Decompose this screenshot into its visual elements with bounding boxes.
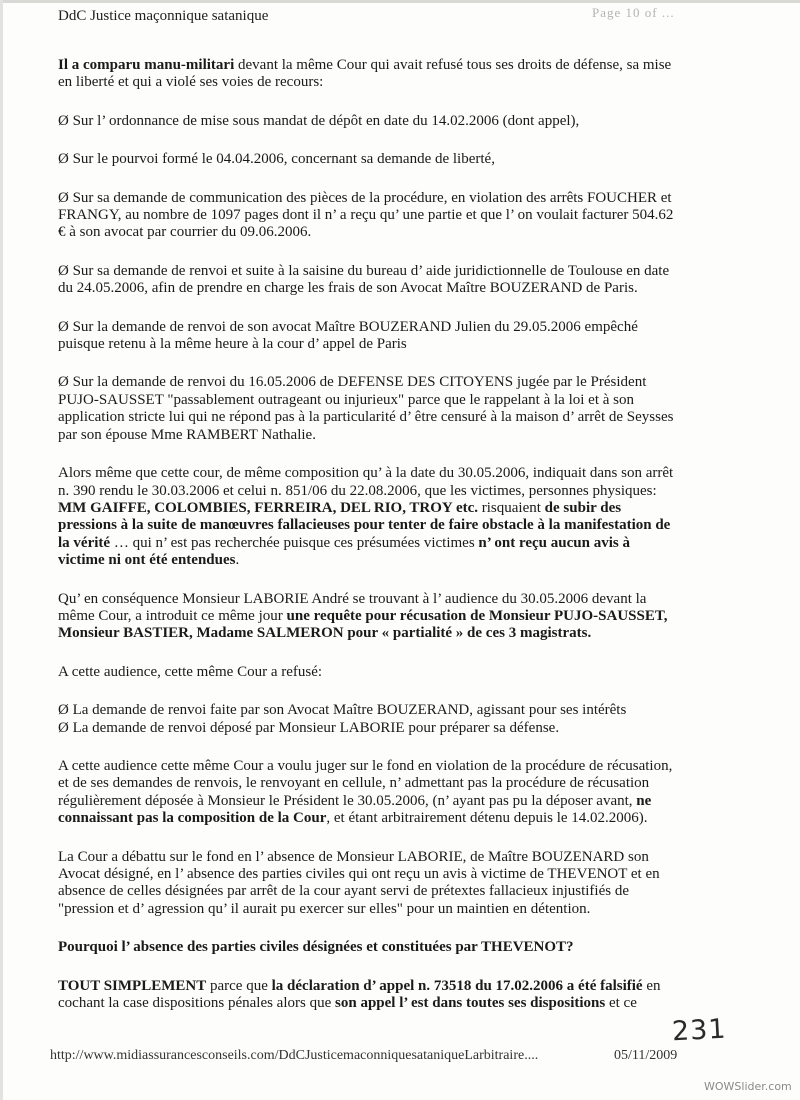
document-body [58,57,678,1012]
bold-text-run: MM GAIFFE, COLOMBIES, FERREIRA, DEL RIO, TROY etc. [58,499,479,516]
bold-text-run: la déclaration d’ appel n. 73518 du 17.02.2006 a été falsifié [271,977,643,994]
handwritten-page-number: 231 [671,1013,728,1048]
text-run: Ø La demande de renvoi déposé par Monsieur LABORIE pour préparer sa défense. [58,719,560,736]
bold-text-run: son appel l’ est dans toutes ses dispositions [335,995,606,1012]
text-run: La Cour a débattu sur le fond en l’ absence de Monsieur LABORIE, de Maître BOUZENARD son Avocat désigné, en l’ absence des parties civiles qui ont reçu un avis à victime de THEVENOT et en absence de celles désignées par arrêt de la cour ayant servi de prétextes fallacieux injustifiés de "pression et d’ agression qu’ il aurait pu exercer sur elles" pour un maintien en détention. [58,848,660,917]
scan-edge-left [0,0,3,1100]
text-run: Ø Sur sa demande de communication des pièces de la procédure, en violation des arrêts FOUCHER et FRANGY, au nombre de 1097 pages dont il n’ a reçu qu’ une partie et que l’ on voulait facturer 504.62 € à son avocat par courrier du 09.06.2006. [58,189,674,241]
paragraph [58,664,678,681]
paragraph [58,591,678,643]
paragraph [58,702,678,719]
paragraph [58,978,678,1013]
footer-url: http://www.midiassurancesconseils.com/DdCJusticemaconniquesataniqueLarbitraire.... [50,1048,539,1063]
bold-text-run: Pourquoi l’ absence des parties civiles désignées et constituées par THEVENOT? [58,939,574,956]
paragraph [58,113,678,130]
text-run: parce que [206,977,272,994]
text-run: et ce [605,995,637,1012]
text-run: Ø Sur la demande de renvoi de son avocat Maître BOUZERAND Julien du 29.05.2006 empêché puisque retenu à la même heure à la cour d’ appel de Paris [58,318,638,353]
paragraph [58,758,678,828]
paragraph [58,57,678,92]
paragraph [58,720,678,737]
paragraph [58,374,678,444]
text-run: devant la même Cour qui avait refusé tous ses droits de défense, sa mise en liberté et qui a violé ses voies de recours: [58,57,672,91]
text-run: , et étant arbitrairement détenu depuis le 14.02.2006). [326,810,648,827]
header-page-ref: Page 10 of ... [592,5,675,20]
bold-text-run: une requête pour récusation de Monsieur PUJO-SAUSSET, Monsieur BASTIER, Madame SALMERON pour « partialité » de ces 3 magistrats. [58,607,668,642]
header-title: DdC Justice maçonnique satanique [58,8,269,24]
text-run: Ø La demande de renvoi faite par son Avocat Maître BOUZERAND, agissant pour ses intérêts [58,702,627,719]
text-run: Ø Sur l’ ordonnance de mise sous mandat de dépôt en date du 14.02.2006 (dont appel), [58,112,580,129]
bold-text-run: TOUT SIMPLEMENT [58,977,207,994]
watermark-text: WOWSlider.com [704,1080,792,1093]
paragraph [58,849,678,919]
paragraph [58,151,678,168]
text-run: Alors même que cette cour, de même composition qu’ à la date du 30.05.2006, indiquait dans son arrêt n. 390 rendu le 30.03.2006 et celui n. 851/06 du 22.08.2006, que les victimes, personnes physiques: [58,465,674,499]
text-run: en cochant la case dispositions pénales alors que [58,977,661,1012]
text-run: . [235,552,240,569]
bold-text-run: Il a comparu manu-militari [58,57,235,73]
text-run: risquaient [478,499,545,516]
text-run: Ø Sur la demande de renvoi du 16.05.2006 de DEFENSE DES CITOYENS jugée par le Président PUJO-SAUSSET "passablement outrageant ou injurieux" parce que le rappelant à la loi et à son application stricte lui qui ne répond pas à la particularité d’ être censuré à la maison d’ arrêt de Seysses par son épouse Mme RAMBERT Nathalie. [58,374,674,443]
text-run: Ø Sur sa demande de renvoi et suite à la saisine du bureau d’ aide juridictionnelle de Toulouse en date du 24.05.2006, afin de prendre en charge les frais de son Avocat Maître BOUZERAND de Paris. [58,262,670,297]
paragraph [58,190,678,242]
text-run: … qui n’ est pas recherchée puisque ces présumées victimes [110,534,479,551]
text-run: A cette audience, cette même Cour a refusé: [58,663,323,680]
text-run: Ø Sur le pourvoi formé le 04.04.2006, concernant sa demande de liberté, [58,151,495,168]
paragraph [58,465,678,569]
text-run: Qu’ en conséquence Monsieur LABORIE André se trouvant à l’ audience du 30.05.2006 devant la même Cour, a introduit ce même jour [58,590,647,624]
text-run: A cette audience cette même Cour a voulu juger sur le fond en violation de la procédure de récusation, et de ses demandes de renvois, le renvoyant en cellule, n’ admettant pas la procédure de récusation régulièrement déposée à Monsieur le Président le 30.05.2006, (n’ ayant pas pu la déposer avant, [58,757,673,809]
bold-text-run: de subir des pressions à la suite de manœuvres fallacieuses pour tenter de faire obstacle à la manifestation de la vérité [58,499,671,551]
scan-edge-top [0,0,800,3]
bold-text-run: ne connaissant pas la composition de la Cour [58,792,652,827]
footer-date: 05/11/2009 [614,1048,678,1063]
paragraph [58,939,678,956]
paragraph [58,319,678,354]
paragraph [58,263,678,298]
bold-text-run: n’ ont reçu aucun avis à victime ni ont été entendues [58,534,630,569]
